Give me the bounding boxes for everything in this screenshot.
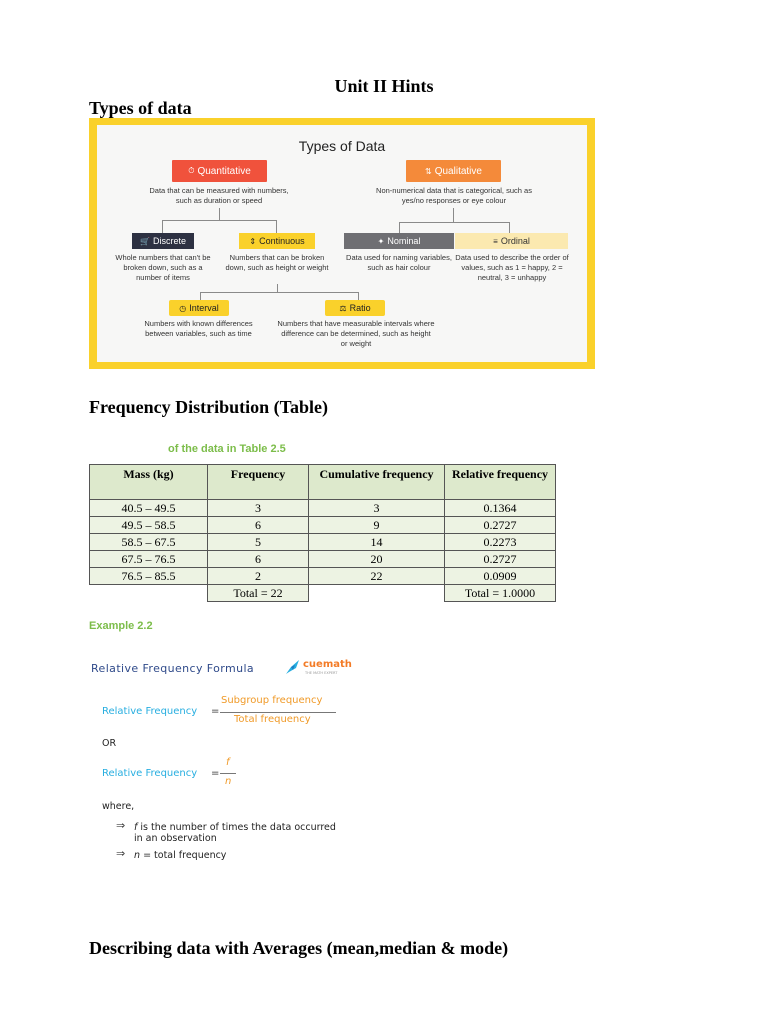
table-cell: 20: [309, 551, 445, 568]
table-total-row: [90, 585, 556, 602]
quantitative-description: Data that can be measured with numbers, such as duration or speed: [149, 186, 289, 205]
discrete-description: Whole numbers that can't be broken down, such as a number of items: [115, 253, 211, 282]
ordinal-badge: ≡ Ordinal: [455, 233, 568, 249]
ordinal-description: Data used to describe the order of values, such as 1 = happy, 2 = neutral, 3 = unhappy: [455, 253, 569, 282]
table-cell: 14: [309, 534, 445, 551]
table-cell: 6: [208, 551, 309, 568]
double-arrow-icon: ⇒: [116, 847, 126, 860]
table-cell: 58.5 – 67.5: [90, 534, 208, 551]
equals-sign-short: =: [211, 768, 220, 779]
table-cell: 2: [208, 568, 309, 585]
table-cell: 0.0909: [445, 568, 556, 585]
column-header: Relative frequency: [445, 465, 556, 500]
note-n: n = total frequency: [134, 850, 227, 861]
table-cell: 0.2273: [445, 534, 556, 551]
averages-heading: Describing data with Averages (mean,median & mode): [89, 938, 509, 958]
interval-description: Numbers with known differences between variables, such as time: [144, 319, 253, 338]
ratio-description: Numbers that have measurable intervals where difference can be determined, such as height or weight: [277, 319, 435, 348]
continuous-badge: ⇕ Continuous: [239, 233, 315, 249]
nominal-badge: ✦ Nominal: [344, 233, 454, 249]
table-cell: 0.2727: [445, 517, 556, 534]
frequency-table: [89, 464, 556, 602]
table-cell: 22: [309, 568, 445, 585]
table-row: [90, 551, 556, 568]
double-arrow-icon: ⇒: [116, 819, 126, 832]
fraction-bar-short: [220, 773, 236, 774]
table-cell: 3: [309, 500, 445, 517]
table-row: [90, 534, 556, 551]
equals-sign: =: [211, 706, 220, 717]
types-of-data-figure: [89, 118, 595, 369]
table-cell: 49.5 – 58.5: [90, 517, 208, 534]
table-cell: 76.5 – 85.5: [90, 568, 208, 585]
n-variable: n: [225, 776, 232, 787]
frequency-heading: Frequency Distribution (Table): [89, 397, 329, 417]
brand-name: cuemath: [303, 659, 352, 670]
column-header: Mass (kg): [90, 465, 208, 500]
types-of-data-heading: Types of data: [89, 98, 192, 118]
column-header: Frequency: [208, 465, 309, 500]
continuous-description: Numbers that can be broken down, such as height or weight: [225, 253, 329, 272]
table-row: [90, 517, 556, 534]
discrete-badge: 🛒 Discrete: [132, 233, 194, 249]
numerator: Subgroup frequency: [221, 695, 323, 706]
document-title: Unit II Hints: [334, 76, 434, 96]
interval-badge: ◷ Interval: [169, 300, 229, 316]
quantitative-badge: ⏱ Quantitative: [172, 160, 267, 182]
stopwatch-icon: ⏱: [188, 166, 195, 175]
brand-tagline: THE MATH EXPERT: [305, 671, 338, 675]
table-cell: 0.1364: [445, 500, 556, 517]
formula-title: Relative Frequency Formula: [91, 662, 255, 675]
or-label: OR: [102, 738, 117, 749]
clock-icon: ◷: [179, 303, 187, 313]
total-relative-cell: Total = 1.0000: [445, 585, 556, 602]
table-cell: 40.5 – 49.5: [90, 500, 208, 517]
qualitative-description: Non-numerical data that is categorical, such as yes/no responses or eye colour: [376, 186, 532, 205]
formula-lhs: Relative Frequency: [102, 706, 198, 717]
figure-title: Types of Data: [298, 138, 386, 154]
note-f-continued: in an observation: [134, 833, 217, 844]
table-cell: 9: [309, 517, 445, 534]
qualitative-badge: ⇅ Qualitative: [406, 160, 501, 182]
table-cell: 0.2727: [445, 551, 556, 568]
nominal-description: Data used for naming variables, such as hair colour: [346, 253, 452, 272]
cuemath-rocket-icon: [283, 657, 303, 677]
sort-icon: ⇅: [425, 166, 432, 176]
example-label: Example 2.2: [89, 620, 153, 632]
list-icon: ≡: [493, 236, 498, 246]
f-variable: f: [226, 757, 230, 768]
ruler-icon: ⇕: [249, 236, 257, 246]
denominator: Total frequency: [234, 714, 311, 725]
table-cell: 6: [208, 517, 309, 534]
table-cell: 67.5 – 76.5: [90, 551, 208, 568]
table-cell: 5: [208, 534, 309, 551]
cart-icon: 🛒: [140, 236, 150, 246]
where-label: where,: [102, 801, 135, 812]
ratio-badge: ⚖ Ratio: [325, 300, 385, 316]
table-caption: of the data in Table 2.5: [168, 443, 286, 455]
total-frequency-cell: Total = 22: [208, 585, 309, 602]
table-cell: 3: [208, 500, 309, 517]
formula-lhs-short: Relative Frequency: [102, 768, 198, 779]
scale-icon: ⚖: [339, 303, 347, 313]
note-f: f is the number of times the data occurred: [134, 822, 336, 833]
table-header-row: [90, 465, 556, 500]
fraction-bar: [220, 712, 336, 713]
table-row: [90, 500, 556, 517]
column-header: Cumulative frequency: [309, 465, 445, 500]
tag-icon: ✦: [377, 236, 385, 246]
table-row: [90, 568, 556, 585]
